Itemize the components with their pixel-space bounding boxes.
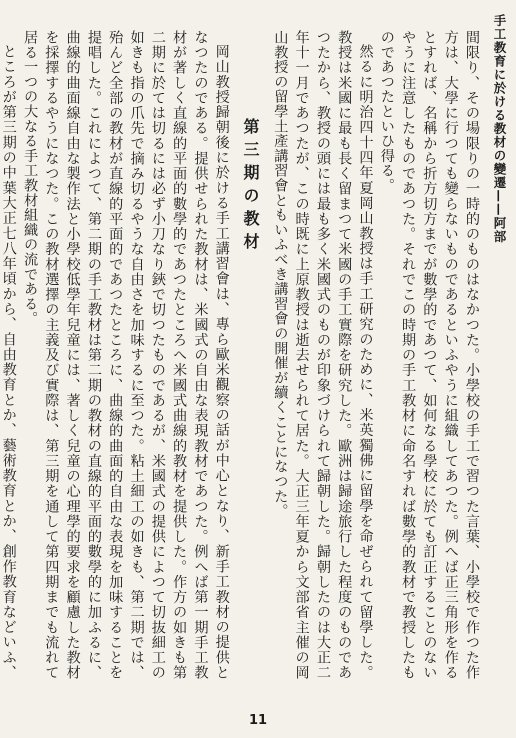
paragraph: 間限り、その場限りの一時的のものはなかつた。小學校の手工で習つた言葉、小學校で作つた作方は、大學に行つても變らないものであるといふやうに組織してあつた。例へば正三角形を作るとすれば、名稱から折方切方までが數學的であつて、如何なる學校に於ても訂正することのないやうに注意したものであつた。それでこの時期の手工教材に命名すれば數學的教材で教授したものであつたといひ得る。 [378, 30, 480, 680]
body-text [0, 30, 482, 680]
running-header: 手工教育に於ける教材の變遷——阿部 [492, 14, 507, 244]
paragraph: 岡山教授歸朝後に於ける手工講習會は、專ら歐米觀察の話が中心となり、新手工教材の提供となつたのである。提供せられた教材は、米國式の自由な表現教材であつた。例へば第一期手工教材が著しく直線的平面的數學的であつたところへ米國式曲線的教材を提供した。作方の如きも第二期に於ては切るには必ず小刀なり鋏で切つたものであるが、米國式の提供によつて切抜細工の如きも指の爪先で摘み切るやうな自由さを加味するに至つた。粘土細工の如きも、第二期では、殆んど全部の教材が直線的平面的であつたところに、曲線的曲面的自由な表現を加味することを提唱した。これによつて、第二期の手工教材は第二期の教材の直線的平面的數學的に加ふるに、曲線的曲面線自由な製作法と小學校低學年兒童には、著しく兒童の心理學的要求を顧慮した教材を採擇するやうになつた。この教材選擇の主義及び實際は、第三期を通して第四期までも流れて居る一つの大なる手工教材組織の流である。 [22, 30, 230, 680]
paragraph: ところが第三期の中葉大正七八年頃から、自由教育とか、藝術教育とか、創作教育などいふ、 [0, 44, 17, 680]
page-number: 11 [248, 713, 268, 728]
paragraph: 然るに明治四十四年夏岡山教授は手工研究のために、米英獨佛に留學を命ぜられて留學した。教授は米國に最も長く留まつて米國の手工實際を研究した。歐洲は歸途旅行した程度のものであつたから、教授の頭には最も多く米國式のものが印象づけられて歸朝した。歸朝したのは大正二年十一月であつたが、この時既に上原教授は逝去せられて居た。大正三年夏から文部省主催の岡山教授の留學土產講習會ともいふべき講習會の開催が續くことになつた。 [272, 30, 374, 680]
section-heading: 第三期の教材 [241, 118, 261, 256]
